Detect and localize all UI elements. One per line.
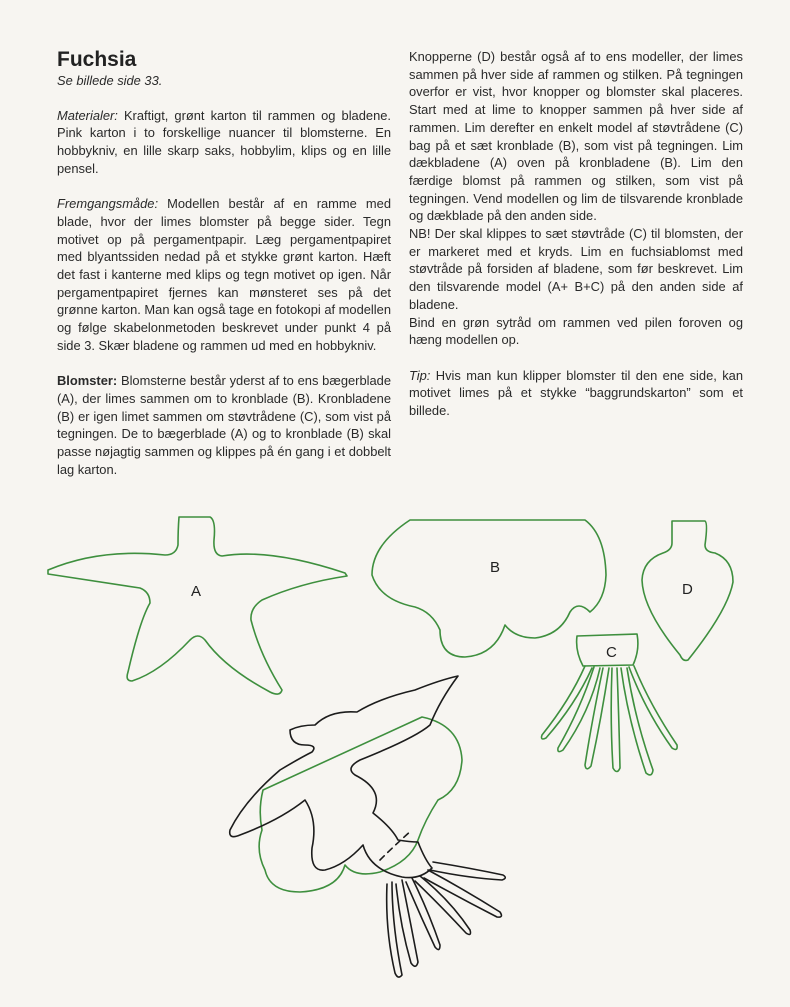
corolla-template-b	[372, 520, 606, 657]
tip-text: Hvis man kun klipper blomster til den ene side, kan motivet limes på et stykke “baggrundskarton” som et billede.	[409, 367, 743, 419]
label-d: D	[682, 581, 693, 598]
page-title: Fuchsia	[57, 48, 137, 71]
flowers-label: Blomster:	[57, 373, 118, 389]
method-text: Modellen består af en ramme med blade, hvor der limes blomster på begge sider. Tegn motivet op på pergamentpapir. Læg pergamentpapiret med blyantssiden nedad på et stykke grønt karton. Hæft det fast i kanterne med klips og tegn motivet op igen. Når pergamentpapiret fjernes kan mønsteret ses på det grønne karton. Man kan også tage en fotokopi af modellen og følge skabelonmetoden beskrevet under punkt 4 på side 3. Skær bladene og rammen ud med en hobbykniv.	[57, 196, 391, 353]
buds-paragraph: Knopperne (D) består også af to ens modeller, der limes sammen på hver side af rammen og stilken. På tegningen overfor er vist, hvor knopper og blomster skal placeres. Start med at lime to knopper sammen på hver side af rammen. Lim derefter en enkelt model af støvtrådene (C) bag på et sæt kronblade (B), som vist på tegningen. Lim dækbladene (A) oven på kronbladene (B). Lim den færdige blomst på rammen og stilken, som vist på tegningen. Vend modellen og lim de tilsvarende kronblade og dækblade på den anden side.	[409, 49, 743, 224]
method-label: Fremgangsmåde:	[57, 196, 159, 212]
materials-label: Materialer:	[57, 107, 118, 123]
nb-paragraph: NB! Der skal klippes to sæt støvtråde (C) til blomsten, der er markeret med et kryds. Lim en fuchsiablomst med støvtråde på forsiden af bladene, som før beskrevet. Lim den tilsvarende model (A+ B+C) på den anden side af bladene.	[409, 226, 743, 312]
label-a: A	[191, 583, 202, 600]
flowers-text: Blomsterne består yderst af to ens bægerblade (A), der limes sammen om to kronblade (B). Kronbladene (B) er igen limet sammen om støvtrådene (C), som vist på tegningen. De to bægerblade (A) og to kronblade (B) skal passe nøjagtig sammen og klippes på én gang i et dobbelt lag karton.	[57, 373, 391, 477]
assembled-calyx	[230, 676, 458, 878]
materials-text: Kraftigt, grønt karton til rammen og bladene. Pink karton i to forskellige nuancer til blomsterne. En hobbykniv, en lille skarp saks, hobbylim, klips og en lille pensel.	[57, 107, 391, 176]
label-b: B	[490, 559, 501, 576]
calyx-template-a	[48, 517, 347, 694]
tip-label: Tip:	[409, 367, 431, 383]
subtitle: Se billede side 33.	[57, 73, 163, 88]
assembled-stamens	[387, 862, 506, 977]
label-c: C	[606, 644, 617, 661]
assembled-petals	[259, 717, 462, 892]
bind-paragraph: Bind en grøn sytråd om rammen ved pilen foroven og hæng modellen op.	[409, 314, 743, 348]
